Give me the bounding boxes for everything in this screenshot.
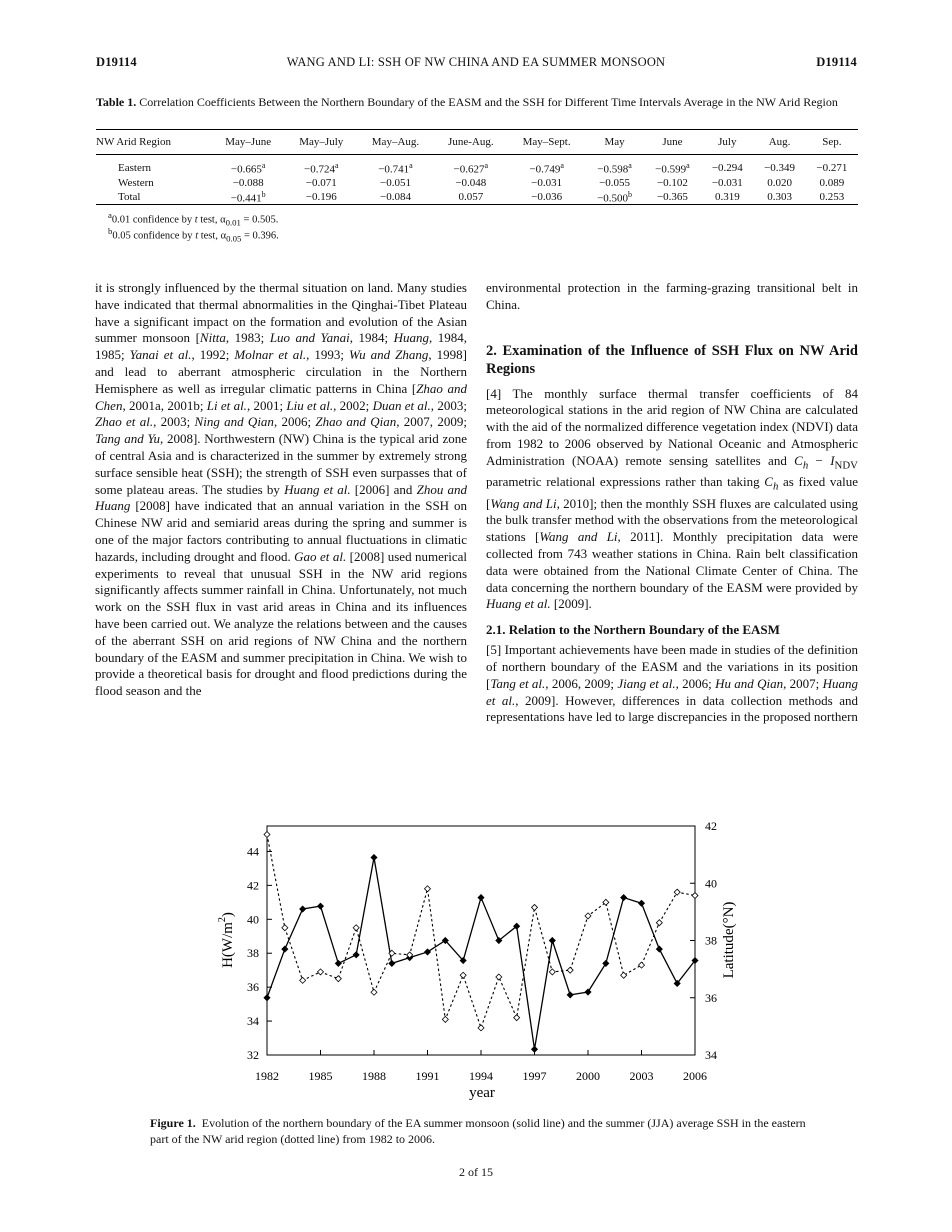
y-tick-label-left: 44 [247, 844, 259, 859]
y-tick-label-left: 42 [247, 878, 259, 893]
left-column-paragraph: it is strongly influenced by the thermal situation on land. Many studies have indicated that thermal abnormalities in the Qinghai-Tibet Plateau have a significant impact on the formation and evolution of the Asian summer monsoon [Nitta, 1983; Luo and Yanai, 1984; Huang, 1984, 1985; Yanai et al., 1992; Molnar et al., 1993; Wu and Zhang, 1998] and lead to aberrant atmospheric circulation in the Northern Hemisphere as well as irregular climatic patterns in China [Zhao and Chen, 2001a, 2001b; Li et al., 2001; Liu et al., 2002; Duan et al., 2003; Zhao et al., 2003; Ning and Qian, 2006; Zhao and Qian, 2007, 2009; Tang and Yu, 2008]. Northwestern (NW) China is the typical arid zone of central Asia and is characterized in the summer by extremely strong surface sensible heat (SSH); the strength of SSH even surpasses that of some plateau areas. The studies by Huang et al. [2006] and Zhou and Huang [2008] have indicated that an annual variation in the SSH on Chinese NW arid and semiarid areas during the spring and summer is one of the major factors contributing to annual fluctuations in climatic hazards, including drought and flood. Gao et al. [2008] used numerical experiments to reveal that unusual SSH in the NW arid regions significantly affects summer rainfall in China. Unfortunately, not much work on the SSH flux in vast arid areas in China and its influences have been carried out. We analyze the relations between and the causes of the aberrant SSH on arid regions of NW China and the northern boundary of the EASM and summer precipitation in China. We wish to provide a theoretical basis for drought and flood predictions during the flood season and the [95, 280, 468, 699]
right-column-continuation: environmental protection in the farming-grazing transitional belt in China. [486, 280, 858, 312]
data-point-ssh [532, 904, 538, 910]
data-point-ssh [264, 831, 270, 837]
data-point-ssh [460, 972, 466, 978]
table-cell: −0.051 [379, 176, 411, 189]
data-point-boundary [532, 1046, 538, 1052]
data-point-boundary [478, 895, 484, 901]
table-header-0: NW Arid Region [96, 136, 171, 148]
data-point-ssh [442, 1016, 448, 1022]
table-header-1: May–June [225, 136, 272, 148]
table-cell: −0.196 [305, 190, 337, 203]
table-header-4: June-Aug. [448, 136, 494, 148]
table-cell: −0.441$^b$ [230, 189, 266, 205]
y-tick-label-left: 32 [247, 1048, 259, 1062]
data-point-ssh [496, 974, 502, 980]
page-number: 2 of 15 [459, 1165, 493, 1179]
table-row [96, 161, 858, 176]
data-point-ssh [639, 962, 645, 968]
y-tick-label-left: 36 [247, 980, 259, 995]
table-cell-region: Eastern [118, 162, 151, 175]
data-point-boundary [264, 995, 270, 1001]
table-cell: −0.749$^a$ [529, 161, 564, 176]
table-cell: 0.253 [819, 190, 845, 203]
data-point-boundary [656, 946, 662, 952]
table-cell: −0.036 [531, 190, 563, 203]
table-footnote-a: $^a$0.01 confidence by t test, $\alpha_{0.01} = 0.505$. [108, 210, 279, 228]
data-point-ssh [674, 889, 680, 895]
running-header-right: D19114 [816, 55, 857, 69]
table-header-9: Aug. [768, 136, 791, 148]
data-point-boundary [300, 906, 306, 912]
running-header-left: D19114 [96, 55, 137, 69]
table-header-7: June [662, 136, 683, 148]
table-cell: −0.048 [455, 176, 487, 189]
table-header-2: May–July [299, 136, 344, 148]
data-point-ssh [282, 925, 288, 931]
data-point-ssh [585, 913, 591, 919]
data-point-ssh [353, 925, 359, 931]
table-cell: 0.319 [714, 190, 740, 203]
table-cell: −0.071 [305, 176, 337, 189]
table-cell-region: Western [118, 176, 154, 189]
data-point-boundary [389, 960, 395, 966]
table-cell: −0.741$^a$ [378, 161, 413, 176]
table-cell: −0.088 [232, 176, 264, 189]
data-point-boundary [335, 960, 341, 966]
y-tick-label-right: 36 [705, 990, 717, 1005]
data-point-ssh [318, 969, 324, 975]
y-axis-label-left: $H(W/m^2)$ [217, 912, 236, 968]
series-line-boundary-solid [267, 857, 695, 1049]
x-tick-label: 1982 [255, 1069, 279, 1083]
data-point-ssh [300, 977, 306, 983]
table-cell: −0.102 [656, 176, 688, 189]
data-point-boundary [621, 895, 627, 901]
table-cell: 0.303 [767, 190, 792, 203]
series-line-ssh-dotted [267, 834, 695, 1027]
data-point-boundary [549, 938, 555, 944]
table-cell: −0.365 [656, 190, 688, 203]
data-point-boundary [353, 952, 359, 958]
figure-1-chart [200, 815, 760, 1105]
figure-caption-text: Evolution of the northern boundary of the EA summer monsoon (solid line) and the summer (JJA) average SSH in the eastern part of the NW arid region (dotted line) from 1982 to 2006. [150, 1116, 806, 1146]
data-point-ssh [656, 920, 662, 926]
y-tick-label-right: 40 [705, 876, 717, 891]
data-point-boundary [603, 960, 609, 966]
table-cell: −0.599$^a$ [655, 161, 690, 176]
y-tick-label-right: 42 [705, 819, 717, 833]
data-point-ssh [425, 886, 431, 892]
x-tick-label: 1988 [362, 1069, 386, 1083]
table-cell: −0.271 [816, 162, 848, 175]
table-row [96, 190, 858, 205]
x-tick-label: 1994 [469, 1069, 493, 1083]
x-tick-label: 2003 [629, 1069, 654, 1083]
table-cell: −0.294 [711, 162, 743, 175]
x-tick-label: 1997 [522, 1069, 547, 1083]
figure-caption-label: Figure 1. [150, 1116, 196, 1130]
y-tick-label-right: 38 [705, 933, 717, 948]
table-cell: −0.627$^a$ [453, 161, 489, 176]
data-point-boundary [585, 989, 591, 995]
table-cell: −0.055 [599, 176, 631, 189]
table-cell: −0.598$^a$ [597, 161, 632, 176]
table-cell: −0.349 [764, 162, 796, 175]
table-caption [96, 94, 860, 110]
table-cell: −0.724$^a$ [303, 161, 339, 176]
data-point-ssh [335, 976, 341, 982]
paragraph-5: [5] Important achievements have been made in studies of the definition of northern boundary of the EASM and the variations in its position [Tang et al., 2006, 2009; Jiang et al., 2006; Hu and Qian, 2007; Huang et al., 2009]. However, differences in data collection methods and representations have led to large discrepancies in the proposed northern [486, 642, 858, 725]
table-cell: −0.031 [711, 176, 743, 189]
data-point-ssh [621, 972, 627, 978]
y-tick-label-left: 38 [247, 946, 259, 961]
table-header-3: May–Aug. [371, 136, 420, 148]
data-point-boundary [371, 854, 377, 860]
table-footnote-b: $^b$0.05 confidence by t test, $\alpha_{0.05} = 0.396$. [108, 226, 279, 244]
table-row [96, 176, 858, 190]
table-cell: 0.089 [819, 176, 845, 189]
table-caption-label: Table 1. [96, 95, 137, 109]
x-axis-label: year [469, 1085, 495, 1101]
table-header-6: May [604, 136, 625, 148]
data-point-boundary [567, 992, 573, 998]
table-header-10: Sep. [822, 136, 842, 148]
running-header-title: WANG AND LI: SSH OF NW CHINA AND EA SUMMER MONSOON [286, 55, 666, 69]
y-tick-label-left: 34 [247, 1014, 259, 1029]
table-header-5: May–Sept. [522, 136, 571, 148]
y-tick-label-left: 40 [247, 912, 259, 927]
table-cell: 0.057 [458, 190, 484, 203]
data-point-ssh [567, 967, 573, 973]
y-axis-label-right: Latitude(°N) [721, 901, 737, 979]
section-2-1-title: 2.1. Relation to the Northern Boundary of the EASM [486, 622, 780, 638]
y-tick-label-right: 34 [705, 1048, 717, 1062]
data-point-ssh [549, 969, 555, 975]
data-point-boundary [282, 946, 288, 952]
data-point-ssh [371, 989, 377, 995]
table-1 [96, 129, 858, 205]
table-header-8: July [718, 136, 737, 148]
data-point-boundary [639, 900, 645, 906]
x-tick-label: 1985 [308, 1069, 333, 1083]
table-cell: −0.031 [531, 176, 563, 189]
data-point-ssh [692, 893, 698, 899]
table-cell: −0.665$^a$ [230, 161, 266, 176]
x-tick-label: 1991 [415, 1069, 440, 1083]
data-point-ssh [478, 1025, 484, 1031]
data-point-boundary [318, 903, 324, 909]
right-column [486, 280, 858, 726]
table-cell-region: Total [118, 190, 141, 203]
paragraph-4: [4] The monthly surface thermal transfer coefficients of 84 meteorological stations in the arid region of NW China are calculated with the aid of the normalized difference vegetation index (NDVI) data from 1982 to 2006 observed by National Oceanic and Atmospheric Administration (NOAA) remote sensing satellites and $C_h - I_{NDV}$ parametric relational expressions rather than taking $C_h$ as fixed value [Wang and Li, 2010]; then the monthly SSH fluxes are calculated using the bulk transfer method with the observations from the meteorological stations [Wang and Li, 2011]. Monthly precipitation data were collected from 743 weather stations in China. Rain belt classification data were obtained from the National Climate Center of China. The data concerning the northern boundary of the EASM were provided by Huang et al. [2009]. [486, 385, 858, 612]
table-caption-text: Correlation Coefficients Between the Northern Boundary of the EASM and the SSH for Different Time Intervals Average in the NW Arid Region [139, 95, 838, 109]
table-cell: −0.084 [379, 190, 411, 203]
section-2-title: 2. Examination of the Influence of SSH Flux on NW Arid Regions [486, 342, 858, 377]
figure-caption [150, 1115, 810, 1147]
data-point-ssh [514, 1015, 520, 1021]
x-tick-label: 2000 [576, 1069, 600, 1083]
table-cell: −0.500$^b$ [597, 189, 633, 205]
x-tick-label: 2006 [683, 1069, 707, 1083]
table-cell: 0.020 [767, 176, 792, 189]
